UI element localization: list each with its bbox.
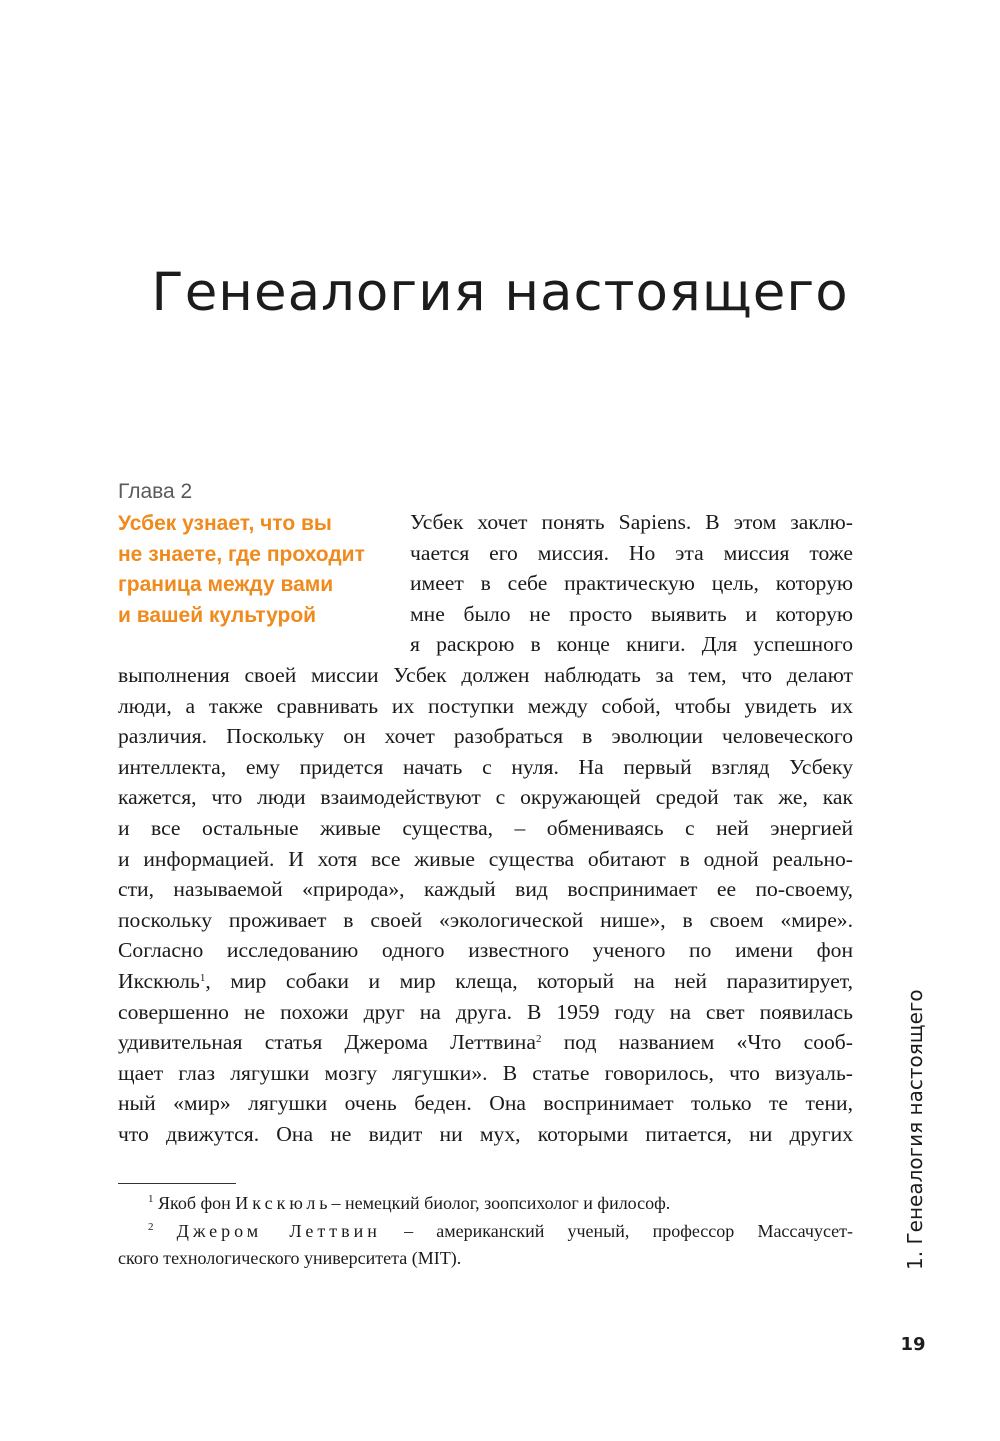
chapter-subtitle-line: и вашей культурой [118, 603, 317, 627]
body-line: имеет в себе практическую цель, которую [410, 571, 853, 596]
body-line: щает глаз лягушки мозгу лягушки». В статье говорилось, что визуаль- [118, 1060, 853, 1085]
footnotes [118, 1190, 853, 1273]
footnote-text: – американский ученый, профессор Массачусет- [404, 1220, 854, 1241]
body-text-fragment: Икскюль [118, 968, 200, 993]
body-line: ный «мир» лягушки очень беден. Она воспринимает только те тени, [118, 1091, 853, 1116]
body-line: сти, называемой «природа», каждый вид воспринимает ее по-своему, [118, 877, 853, 902]
body-text-fragment: удивительная статья Джерома Леттвина [118, 1030, 536, 1055]
body-line: различия. Поскольку он хочет разобраться в эволюции человеческого [118, 724, 853, 749]
body-line: и все остальные живые существа, – обмениваясь с ней энергией [118, 815, 853, 840]
body-line: я раскрою в конце книги. Для успешного [410, 632, 853, 657]
body-text [118, 507, 853, 1149]
chapter-subtitle-line: Усбек узнает, что вы [118, 512, 332, 535]
chapter-subtitle-line: не знаете, где проходит [118, 542, 365, 566]
footnote-2-continuation: ского технологического университета (MIT). [118, 1248, 462, 1268]
footnote-spaced-name: Икскюль [235, 1193, 332, 1213]
body-line [118, 966, 853, 997]
chapter-label: Глава 2 [118, 480, 193, 503]
body-line: Согласно исследованию одного известного ученого по имени фон [118, 938, 853, 963]
body-line: что движутся. Она не видит ни мух, которыми питается, ни других [118, 1121, 853, 1146]
footnote-text: – немецкий биолог, зоопсихолог и философ. [331, 1193, 671, 1213]
body-line: люди, а также сравнивать их поступки между собой, чтобы увидеть их [118, 693, 853, 718]
chapter-subtitle-line: граница между вами [118, 573, 334, 596]
footnote-ref: 2 [535, 1033, 542, 1046]
body-line: выполнения своей миссии Усбек должен наблюдать за тем, что делают [118, 662, 853, 687]
body-line: и информацией. И хотя все живые существа обитают в одной реально- [118, 846, 853, 871]
body-line: Усбек хочет понять Sapiens. В этом заклю- [410, 510, 853, 534]
body-line: поскольку проживает в своей «экологической нише», в своем «мире». [118, 907, 853, 932]
footnote-ref: 1 [199, 971, 206, 984]
page-number: 19 [900, 1334, 926, 1355]
body-line [118, 1027, 853, 1058]
body-line: чается его миссия. Но эта миссия тоже [410, 540, 853, 565]
footnote-spaced-name: Джером Леттвин [176, 1220, 381, 1241]
page-title: Генеалогия настоящего [151, 262, 849, 323]
running-head: 1. Генеалогия настоящего [903, 989, 927, 1270]
body-line: кажется, что люди взаимодействуют с окружающей средой так же, как [118, 785, 853, 810]
body-line: мне было не просто выявить и которую [410, 601, 853, 626]
footnote-marker: 2 [148, 1220, 154, 1233]
body-line: интеллекта, ему придется начать с нуля. На первый взгляд Усбеку [118, 754, 853, 779]
footnote-2 [118, 1218, 853, 1246]
body-text-fragment: под названием «Что сооб- [541, 1030, 853, 1055]
body-line: совершенно не похожи друг на друга. В 1959 году на свет появилась [118, 999, 853, 1024]
footnote-1 [118, 1190, 853, 1218]
footnote-name: Якоб фон [158, 1193, 231, 1213]
body-text-fragment: , мир собаки и мир клеща, который на ней паразитирует, [205, 968, 853, 993]
footnote-divider [118, 1183, 236, 1184]
footnote-marker: 1 [148, 1193, 154, 1205]
